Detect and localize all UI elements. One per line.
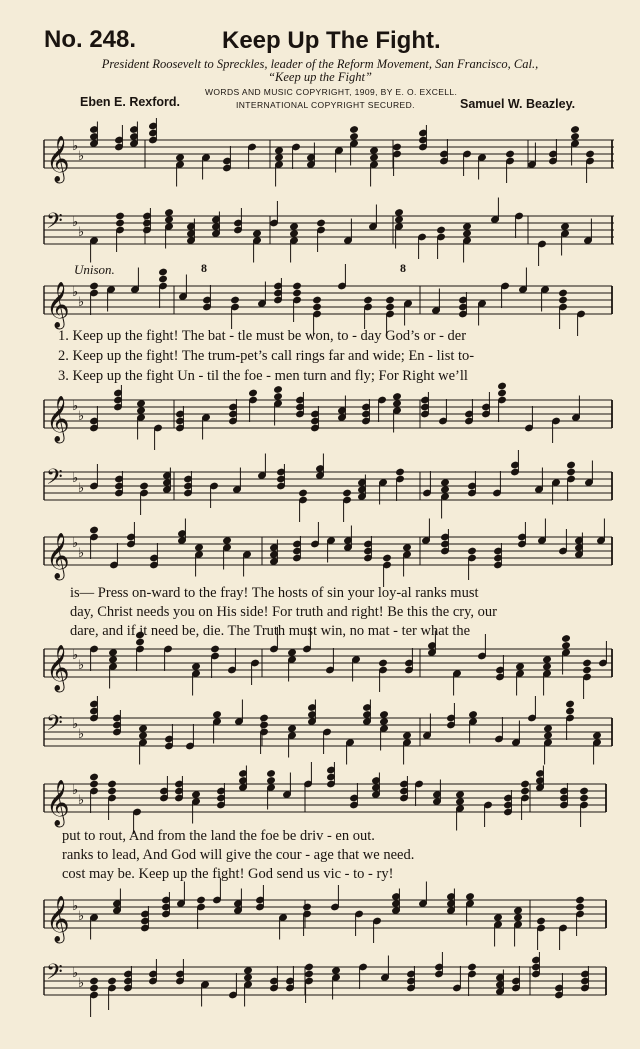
flat-icon: ♭ xyxy=(78,658,85,673)
flat-icon: ♭ xyxy=(78,295,85,310)
flat-icon: ♭ xyxy=(72,899,79,914)
note-head xyxy=(383,554,392,562)
note-head xyxy=(293,289,302,297)
note-head xyxy=(544,725,553,733)
note-head xyxy=(267,777,276,785)
unison-marking: Unison. xyxy=(74,262,115,277)
note-head xyxy=(395,216,404,224)
note-head xyxy=(176,154,185,162)
note-head xyxy=(350,133,359,141)
note-head xyxy=(90,526,99,534)
note-head xyxy=(456,798,465,806)
note-head xyxy=(305,970,314,978)
note-head xyxy=(561,223,570,231)
note-head xyxy=(90,984,99,992)
bass-clef-icon: 𝄢 xyxy=(46,960,63,990)
note-head xyxy=(516,663,525,671)
note-head xyxy=(441,486,450,494)
note-head xyxy=(567,468,576,476)
note-head xyxy=(580,787,589,795)
note-head xyxy=(544,732,553,740)
note-head xyxy=(275,147,284,155)
flat-icon: ♭ xyxy=(78,727,85,742)
flat-icon: ♭ xyxy=(72,285,79,300)
note-head xyxy=(468,547,477,555)
flat-icon: ♭ xyxy=(72,717,79,732)
flat-icon: ♭ xyxy=(78,225,85,240)
note-head xyxy=(469,711,478,719)
note-head xyxy=(108,977,117,985)
note-head xyxy=(466,893,475,901)
note-head xyxy=(393,393,402,401)
bass-clef-icon: 𝄢 xyxy=(46,465,63,495)
note-head xyxy=(165,209,174,217)
note-head xyxy=(370,147,379,155)
flat-icon: ♭ xyxy=(78,409,85,424)
note-head xyxy=(313,296,322,304)
flat-icon: ♭ xyxy=(78,976,85,991)
note-head xyxy=(380,718,389,726)
note-head xyxy=(593,732,602,740)
note-head xyxy=(275,154,284,162)
lyric-line: day, Christ needs you on His side! For truth and right! Be this the cry, our xyxy=(70,604,498,620)
flat-icon: ♭ xyxy=(78,149,85,164)
note-head xyxy=(350,126,359,134)
composer: Samuel W. Beazley. xyxy=(460,97,576,111)
note-head xyxy=(580,794,589,802)
note-head xyxy=(566,707,575,715)
flat-icon: ♭ xyxy=(72,966,79,981)
flat-icon: ♭ xyxy=(72,783,79,798)
lyric-line: ranks to lead, And God will give the cour - age that we need. xyxy=(62,847,415,863)
note-head xyxy=(159,268,168,276)
note-head xyxy=(514,914,523,922)
lyric-line: dare, and if it need be, die. The Truth must win, no mat - ter what the xyxy=(70,623,471,639)
treble-clef-icon: 𝄞 xyxy=(46,396,70,442)
note-head xyxy=(403,732,412,740)
note-head xyxy=(90,282,99,290)
note-head xyxy=(244,974,253,982)
flat-icon: ♭ xyxy=(72,471,79,486)
note-head xyxy=(566,700,575,708)
note-head xyxy=(364,296,373,304)
flat-icon: ♭ xyxy=(78,481,85,496)
note-head xyxy=(395,209,404,217)
note-head xyxy=(393,143,402,151)
note-head xyxy=(456,791,465,799)
note-head xyxy=(463,223,472,231)
note-head xyxy=(299,489,308,497)
note-head xyxy=(293,282,302,290)
note-head xyxy=(543,663,552,671)
note-head xyxy=(288,725,297,733)
treble-clef-icon: 𝄞 xyxy=(46,136,70,182)
note-head xyxy=(313,303,322,311)
note-head xyxy=(543,656,552,664)
note-head xyxy=(197,896,206,904)
note-head xyxy=(468,963,477,971)
flat-icon: ♭ xyxy=(78,546,85,561)
treble-clef-icon: 𝄞 xyxy=(46,282,70,328)
dedication-line-1: President Roosevelt to Spreckles, leader of the Reform Movement, San Francisco, Cal., xyxy=(101,57,539,71)
note-head xyxy=(441,479,450,487)
note-head xyxy=(195,544,204,552)
note-head xyxy=(437,226,446,234)
note-head xyxy=(231,296,240,304)
flat-icon: ♭ xyxy=(72,215,79,230)
flat-icon: ♭ xyxy=(72,536,79,551)
dedication-line-2: “Keep up the Fight” xyxy=(268,70,372,84)
note-head xyxy=(137,400,146,408)
note-head xyxy=(116,212,125,220)
note-head xyxy=(192,663,201,671)
note-head xyxy=(260,714,269,722)
note-head xyxy=(90,780,99,788)
note-head xyxy=(537,917,546,925)
note-head xyxy=(274,393,283,401)
note-head xyxy=(393,400,402,408)
note-head xyxy=(332,967,341,975)
ottava-marking: 8 xyxy=(400,261,406,275)
note-head xyxy=(137,407,146,415)
lyric-line: 2. Keep up the fight! The trum-pet’s call rings far and wide; En - list to- xyxy=(58,348,475,364)
lyric-line: put to rout, And from the land the foe be driv - en out. xyxy=(62,828,375,844)
note-head xyxy=(562,642,571,650)
note-head xyxy=(90,977,99,985)
note-head xyxy=(90,773,99,781)
hymn-title: Keep Up The Fight. xyxy=(222,27,441,54)
note-head xyxy=(109,656,118,664)
note-head xyxy=(139,725,148,733)
ottava-marking: 8 xyxy=(201,261,207,275)
note-head xyxy=(559,289,568,297)
note-head xyxy=(223,537,232,545)
note-head xyxy=(571,126,580,134)
note-head xyxy=(211,645,220,653)
note-head xyxy=(498,389,507,397)
note-head xyxy=(192,791,201,799)
copyright-line-2: INTERNATIONAL COPYRIGHT SECURED. xyxy=(236,100,415,110)
note-head xyxy=(305,963,314,971)
note-head xyxy=(267,770,276,778)
note-head xyxy=(290,223,299,231)
note-head xyxy=(396,468,405,476)
note-head xyxy=(213,711,222,719)
note-head xyxy=(253,230,262,238)
note-head xyxy=(116,219,125,227)
flat-icon: ♭ xyxy=(72,139,79,154)
note-head xyxy=(165,216,174,224)
flat-icon: ♭ xyxy=(78,909,85,924)
lyric-line: 3. Keep up the fight Un - til the foe - men turn and fly; For Right we’ll xyxy=(58,368,468,384)
note-head xyxy=(108,787,117,795)
note-head xyxy=(386,296,395,304)
note-head xyxy=(317,219,326,227)
note-head xyxy=(288,649,297,657)
note-head xyxy=(562,635,571,643)
hymn-number: No. 248. xyxy=(44,26,137,53)
treble-clef-icon: 𝄞 xyxy=(46,645,70,691)
treble-clef-icon: 𝄞 xyxy=(46,780,70,826)
note-head xyxy=(521,780,530,788)
bass-clef-icon: 𝄢 xyxy=(46,209,63,239)
note-head xyxy=(583,659,592,667)
note-head xyxy=(583,666,592,674)
note-head xyxy=(521,787,530,795)
note-head xyxy=(379,659,388,667)
note-head xyxy=(244,967,253,975)
treble-clef-icon: 𝄞 xyxy=(46,896,70,942)
lyric-line: is— Press on-ward to the fray! The hosts of sin your loy-al ranks must xyxy=(70,585,479,601)
note-head xyxy=(494,914,503,922)
note-head xyxy=(506,150,515,158)
note-head xyxy=(571,133,580,141)
flat-icon: ♭ xyxy=(72,648,79,663)
note-head xyxy=(559,296,568,304)
lyricist: Eben E. Rexford. xyxy=(80,95,181,109)
note-head xyxy=(249,389,258,397)
note-head xyxy=(403,544,412,552)
note-head xyxy=(463,230,472,238)
note-head xyxy=(576,903,585,911)
note-head xyxy=(514,907,523,915)
lyric-line: 1. Keep up the fight! The bat - tle must be won, to - day God’s or - der xyxy=(58,328,467,344)
note-head xyxy=(576,896,585,904)
note-head xyxy=(108,780,117,788)
note-head xyxy=(260,721,269,729)
lyric-line: cost may be. Keep up the fight! God send us vic - to - ry! xyxy=(62,866,394,882)
note-head xyxy=(380,711,389,719)
note-head xyxy=(140,482,149,490)
note-head xyxy=(139,732,148,740)
treble-clef-icon: 𝄞 xyxy=(46,533,70,579)
note-head xyxy=(290,230,299,238)
note-head xyxy=(386,303,395,311)
note-head xyxy=(498,382,507,390)
note-head xyxy=(109,649,118,657)
note-head xyxy=(567,461,576,469)
flat-icon: ♭ xyxy=(78,793,85,808)
note-head xyxy=(370,154,379,162)
note-head xyxy=(274,386,283,394)
note-head xyxy=(303,903,312,911)
note-head xyxy=(159,275,168,283)
note-head xyxy=(343,489,352,497)
note-head xyxy=(586,150,595,158)
copyright-line-1: WORDS AND MUSIC COPYRIGHT, 1909, BY E. O. EXCELL. xyxy=(205,87,458,97)
flat-icon: ♭ xyxy=(72,399,79,414)
bass-clef-icon: 𝄢 xyxy=(46,711,63,741)
